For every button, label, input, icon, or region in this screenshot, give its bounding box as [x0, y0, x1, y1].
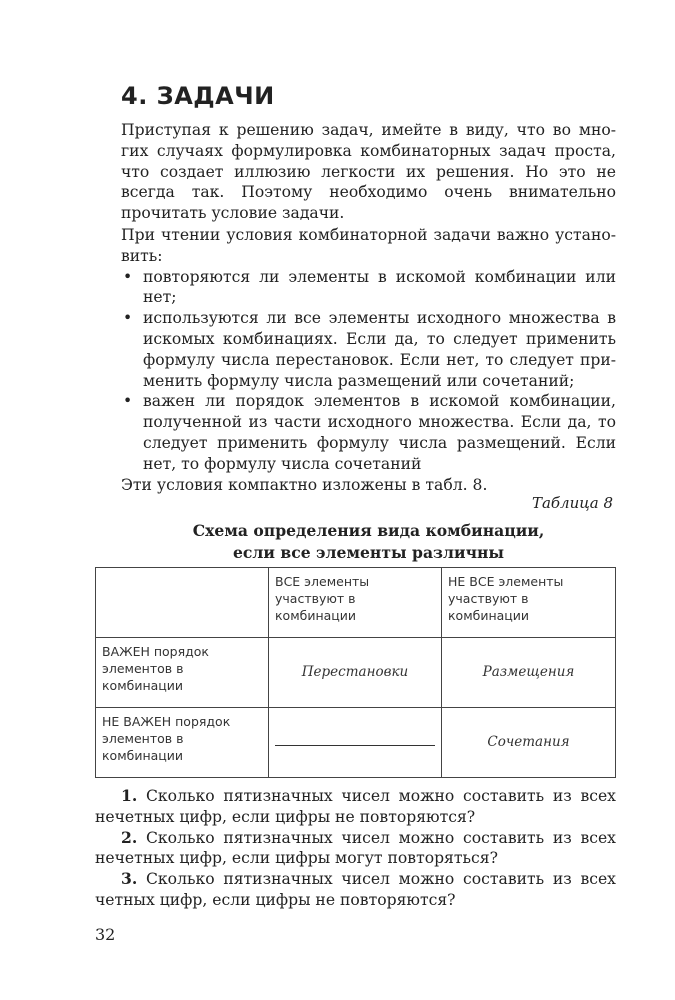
dash-line: [275, 745, 435, 746]
section-heading: 4. ЗАДАЧИ: [121, 82, 275, 110]
table-reference: Эти условия компактно изложены в табл. 8.: [121, 475, 488, 494]
header-all-elements: ВСЕ элементы участвуют в комбинации: [269, 568, 442, 638]
task-number: 3.: [121, 869, 138, 889]
conditions-block: [121, 225, 616, 495]
task-item: [95, 869, 616, 911]
list-item: • используются ли все элементы исходного множества в искомых комбинациях. Если да, то следует применить формулу числа перестановок. Если нет, то следует при-менить формулу числа размещений или сочетаний;: [123, 309, 616, 390]
list-item: • повторяются ли элементы в искомой комбинации или нет;: [123, 267, 616, 307]
cell-permutations: Перестановки: [269, 638, 442, 708]
table-caption: Таблица 8: [531, 494, 613, 512]
cell-empty-dash: [269, 708, 442, 778]
table-row: [96, 568, 616, 638]
task-number: 2.: [121, 827, 138, 847]
row-label-order-matters: ВАЖЕН порядок элементов в комбинации: [96, 638, 269, 708]
conditions-intro: При чтении условия комбинаторной задачи важно устано-вить:: [121, 226, 616, 265]
task-item: [95, 786, 616, 828]
table-row: [96, 708, 616, 778]
header-not-all-elements: НЕ ВСЕ элементы участвуют в комбинации: [442, 568, 616, 638]
task-item: [95, 828, 616, 870]
combination-scheme-table: [95, 567, 616, 778]
tasks-list: [95, 786, 616, 911]
row-label-order-not-matters: НЕ ВАЖЕН порядок элементов в комбинации: [96, 708, 269, 778]
task-text: Сколько пятизначных чисел можно составить из всех нечетных цифр, если цифры могут повторяться?: [95, 828, 616, 868]
table-row: [96, 638, 616, 708]
page-number: 32: [95, 925, 116, 944]
task-text: Сколько пятизначных чисел можно составить из всех четных цифр, если цифры не повторяются?: [95, 870, 616, 909]
intro-paragraph-rest: гих случаях формулировка комбинаторных задач проста, что создает иллюзию легкости их решения. Но это не всегда так. Поэтому необходимо очень внимательно прочитать условие задачи.: [121, 141, 616, 223]
table-title: Схема определения вида комбинации, если все элементы различны: [192, 521, 545, 562]
bullet-icon: •: [123, 392, 133, 411]
cell-combinations: Сочетания: [442, 708, 616, 778]
task-number: 1.: [121, 786, 138, 805]
bullet-icon: •: [123, 267, 133, 286]
task-text: Сколько пятизначных чисел можно составить из всех нечетных цифр, если цифры не повторяются?: [95, 787, 616, 826]
cell-arrangements: Размещения: [442, 638, 616, 708]
intro-paragraph-first: Приступая к решению задач, имейте в виду, что во мно-: [121, 121, 616, 139]
table-corner-cell: [96, 568, 269, 638]
conditions-list: [121, 267, 616, 475]
bullet-icon: •: [123, 309, 133, 328]
list-item: • важен ли порядок элементов в искомой комбинации, полученной из части исходного множества. Если да, то следует применить формулу числа размещений. Если нет, то формулу числа сочетаний: [123, 392, 616, 473]
intro-paragraph: [121, 120, 616, 224]
